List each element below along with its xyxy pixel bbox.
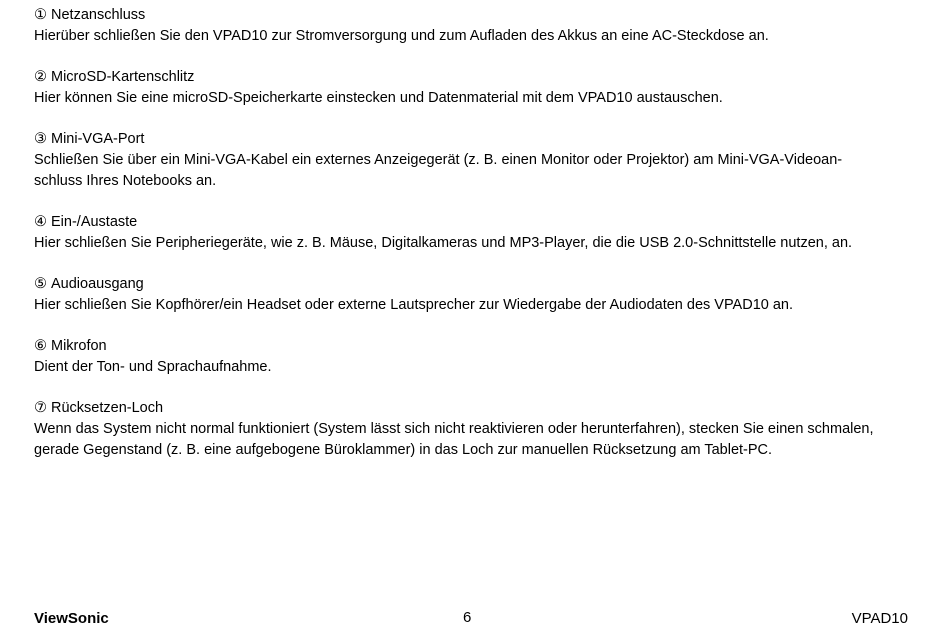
item-heading	[34, 274, 914, 295]
item-title: Mikrofon	[51, 338, 107, 354]
description-line: Hierüber schließen Sie den VPAD10 zur Stromversorgung und zum Aufladen des Akkus an eine AC-Steckdose an.	[34, 28, 769, 44]
item-power-button	[34, 212, 914, 254]
item-title: Rücksetzen-Loch	[51, 400, 164, 416]
document-body	[34, 5, 914, 481]
item-number: ⑥	[34, 338, 47, 354]
item-heading	[34, 5, 914, 26]
item-microphone	[34, 336, 914, 378]
item-audio-out	[34, 274, 914, 316]
footer-brand: ViewSonic	[34, 610, 109, 627]
item-title: Netzanschluss	[51, 7, 146, 23]
description-line: Hier schließen Sie Kopfhörer/ein Headset oder externe Lautsprecher zur Wiedergabe der Audiodaten des VPAD10 an.	[34, 297, 794, 313]
item-number: ②	[34, 69, 47, 85]
description-line: Wenn das System nicht normal funktioniert (System lässt sich nicht reaktivieren oder herunterfahren), stecken Sie einen schmalen,	[34, 421, 874, 437]
item-description	[34, 357, 914, 378]
item-mini-vga-port	[34, 129, 914, 192]
footer-model: VPAD10	[851, 610, 908, 627]
item-heading	[34, 129, 914, 150]
item-title: MicroSD-Kartenschlitz	[51, 69, 195, 85]
item-number: ①	[34, 7, 47, 23]
footer-page-number: 6	[463, 609, 472, 626]
description-line: schluss Ihres Notebooks an.	[34, 173, 217, 189]
item-description	[34, 233, 914, 254]
item-heading	[34, 336, 914, 357]
item-number: ③	[34, 131, 47, 147]
item-power-connector	[34, 5, 914, 47]
item-reset-hole	[34, 398, 914, 461]
item-heading	[34, 212, 914, 233]
item-description	[34, 26, 914, 47]
description-line: gerade Gegenstand (z. B. eine aufgebogene Büroklammer) in das Loch zur manuellen Rücksetzung am Tablet-PC.	[34, 442, 773, 458]
item-description	[34, 150, 914, 192]
item-number: ⑦	[34, 400, 47, 416]
description-line: Hier schließen Sie Peripheriegeräte, wie z. B. Mäuse, Digitalkameras und MP3-Player, die die USB 2.0-Schnittstelle nutzen, an.	[34, 235, 853, 251]
description-line: Schließen Sie über ein Mini-VGA-Kabel ein externes Anzeigegerät (z. B. einen Monitor oder Projektor) am Mini-VGA-Videoan-	[34, 152, 843, 168]
description-line: Dient der Ton- und Sprachaufnahme.	[34, 359, 272, 375]
item-number: ⑤	[34, 276, 47, 292]
item-description	[34, 295, 914, 316]
item-microsd-slot	[34, 67, 914, 109]
item-description	[34, 419, 914, 461]
item-title: Mini-VGA-Port	[51, 131, 145, 147]
item-heading	[34, 67, 914, 88]
item-title: Ein-/Austaste	[51, 214, 138, 230]
item-title: Audioausgang	[51, 276, 144, 292]
item-heading	[34, 398, 914, 419]
item-number: ④	[34, 214, 47, 230]
item-description	[34, 88, 914, 109]
description-line: Hier können Sie eine microSD-Speicherkarte einstecken und Datenmaterial mit dem VPAD10 austauschen.	[34, 90, 723, 106]
